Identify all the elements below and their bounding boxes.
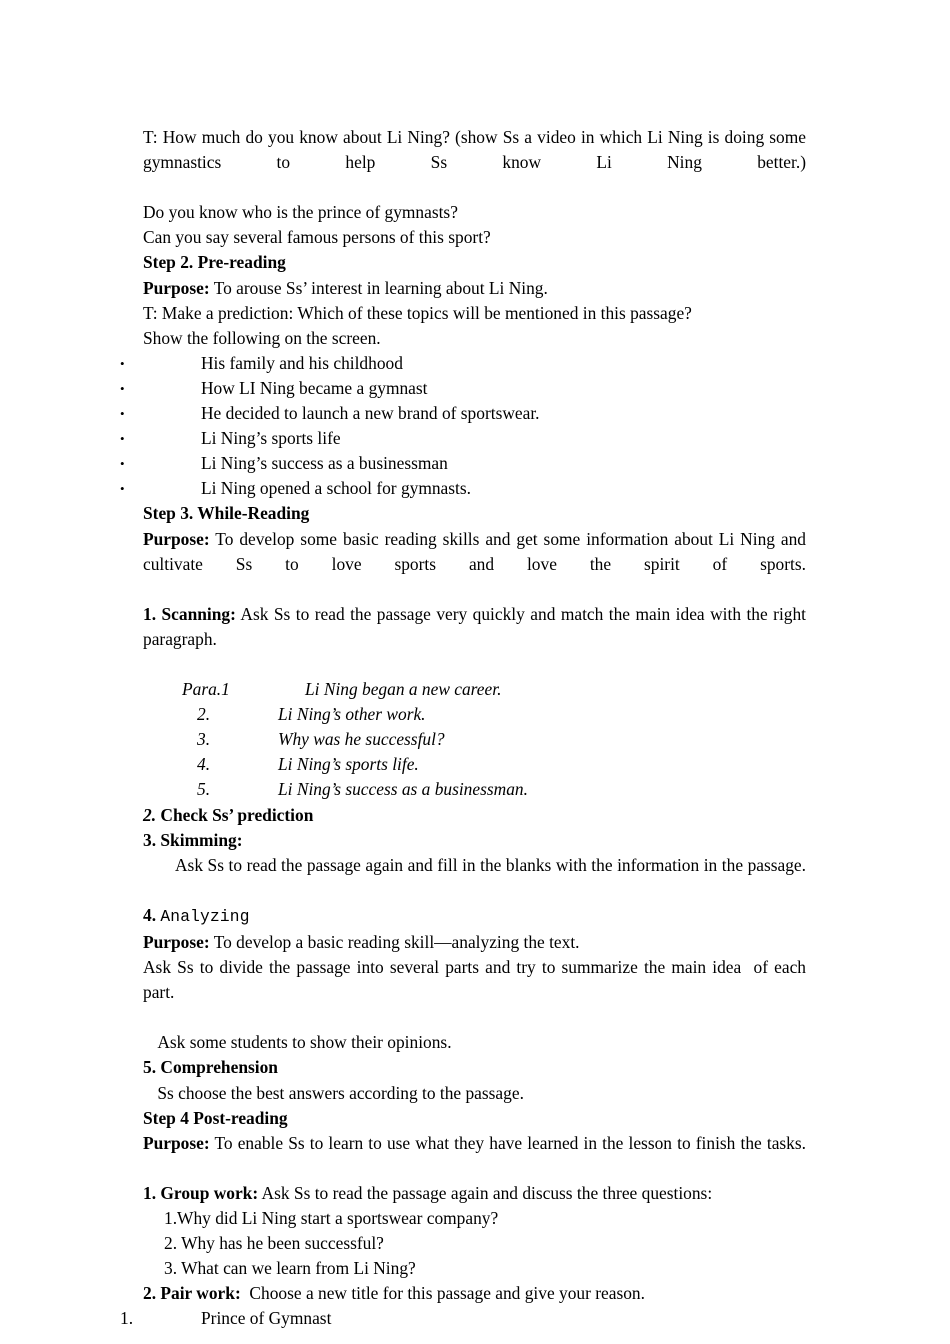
check-prediction-number: 2. [143,804,157,825]
prediction-line: T: Make a prediction: Which of these topics will be mentioned in this passage? [143,302,692,323]
comprehension-heading: 5. Comprehension [143,1057,278,1078]
para-text: Li Ning’s sports life. [278,754,419,775]
purpose-label: Purpose: [143,528,210,549]
group-question-1: 1.Why did Li Ning start a sportswear company? [164,1208,499,1229]
list-number: 1. [120,1308,134,1329]
para-text: Li Ning’s other work. [278,704,426,725]
step-4-heading: Step 4 Post-reading [143,1107,288,1128]
topic-text: Li Ning’s success as a businessman [201,453,448,474]
skimming-heading: 3. Skimming: [143,829,243,850]
topic-list-item [120,351,806,376]
para-match-item [143,727,806,752]
purpose-label: Purpose: [143,932,210,952]
check-prediction-text: Check Ss’ prediction [156,804,314,825]
topic-list-item [120,426,806,451]
title-option-text: Prince of Gymnast [201,1308,332,1329]
para-number: 5. [197,779,211,800]
show-screen-line: Show the following on the screen. [143,327,381,348]
step-4-purpose [143,1131,806,1181]
topic-text: He decided to launch a new brand of sportswear. [201,403,540,424]
topic-text: Li Ning’s sports life [201,428,341,449]
topic-list-item [120,401,806,426]
analyzing-number: 4. [143,904,161,925]
bullet-icon: • [120,431,125,447]
analyzing-word: Analyzing [160,907,250,926]
topic-list-item [120,476,806,501]
step-2-purpose [143,276,806,301]
para-number: Para.1 [182,679,230,700]
group-question-2: 2. Why has he been successful? [164,1233,384,1254]
bullet-icon: • [120,380,125,396]
comprehension-text: Ss choose the best answers according to the passage. [153,1082,524,1103]
pair-work-label: 2. Pair work: [143,1283,241,1304]
para-text: Li Ning began a new career. [305,679,502,700]
skimming-text: Ask Ss to read the passage again and fill in the blanks with the information in the passage. [175,854,806,875]
intro-line-3: Can you say several famous persons of this sport? [143,227,491,248]
para-text: Li Ning’s success as a businessman. [278,779,528,800]
scanning-text: Ask Ss to read the passage very quickly and match the main idea with the right paragraph. [143,603,811,649]
topic-text: His family and his childhood [201,352,403,373]
purpose-text: To enable Ss to learn to use what they have learned in the lesson to finish the tasks. [209,1132,806,1153]
para-text: Why was he successful? [278,729,445,750]
intro-line-1: T: How much do you know about Li Ning? (show Ss a video in which Li Ning is doing some gymnastics to help Ss know Li Ning better.) [143,127,811,173]
scanning-paragraph [143,602,811,677]
title-option-item [120,1306,806,1331]
para-match-item [143,752,806,777]
para-match-item [143,777,806,802]
para-number: 3. [197,729,211,750]
purpose-text: To develop a basic reading skill—analyzing the text. [209,932,580,952]
group-work-label: 1. Group work: [143,1182,259,1203]
group-work-text: Ask Ss to read the passage again and discuss the three questions: [258,1182,713,1203]
purpose-label: Purpose: [143,277,210,298]
topic-text: Li Ning opened a school for gymnasts. [201,478,471,499]
check-prediction-heading [143,803,806,828]
bullet-icon: • [120,456,125,472]
group-question-3: 3. What can we learn from Li Ning? [164,1258,416,1279]
pair-work-paragraph [143,1281,806,1306]
scanning-label: 1. Scanning: [143,603,236,624]
para-match-item [143,702,806,727]
bullet-icon: • [120,406,125,422]
bullet-icon: • [120,481,125,497]
pair-work-text: Choose a new title for this passage and give your reason. [240,1283,645,1304]
purpose-text: To develop some basic reading skills and get some information about Li Ning and cultivate Ss to love sports and love the spirit of sports. [143,528,811,574]
purpose-text: To arouse Ss’ interest in learning about Li Ning. [209,277,548,298]
document-body [120,125,811,1332]
show-opinions-text: Ask some students to show their opinions. [153,1032,452,1053]
analyzing-purpose [143,930,806,955]
step-3-purpose [143,527,811,602]
group-work-paragraph [143,1181,806,1206]
divide-passage-text: Ask Ss to divide the passage into several parts and try to summarize the main idea of each part. [143,957,811,1003]
para-match-item [143,677,806,702]
purpose-label: Purpose: [143,1132,210,1153]
step-2-heading: Step 2. Pre-reading [143,252,286,273]
bullet-icon: • [120,355,125,371]
step-3-heading: Step 3. While-Reading [143,503,310,524]
intro-line-2: Do you know who is the prince of gymnasts? [143,202,458,223]
topic-text: How LI Ning became a gymnast [201,377,428,398]
topic-list-item [120,451,806,476]
para-number: 2. [197,704,211,725]
para-number: 4. [197,754,211,775]
topic-list-item [120,376,806,401]
analyzing-heading [143,903,806,930]
